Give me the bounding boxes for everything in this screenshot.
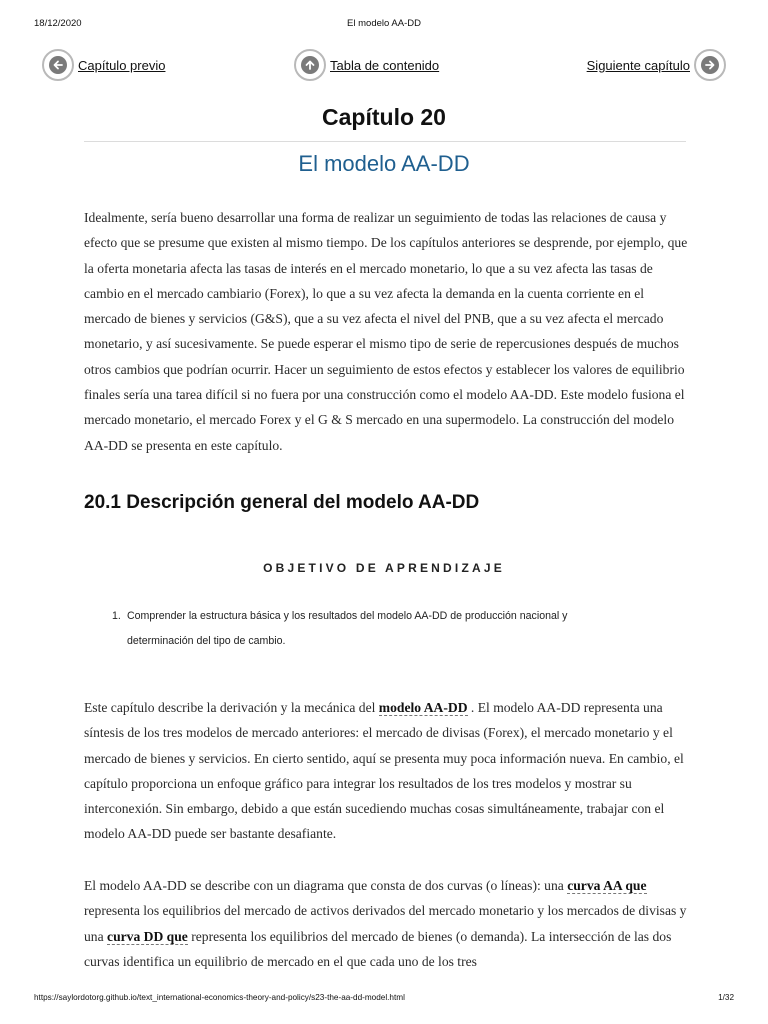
curves-text-part3: representa los equilibrios del mercado de bienes (o demanda). La intersección de las dos curvas identifica un equilibrio de mercado en el que cada uno de los tres xyxy=(84,928,672,969)
glossary-term-dd-curve[interactable]: curva DD que xyxy=(107,928,188,944)
table-of-contents-label[interactable]: Tabla de contenido xyxy=(330,57,440,73)
previous-chapter-link[interactable] xyxy=(42,48,165,82)
arrow-right-icon[interactable] xyxy=(694,49,726,81)
previous-chapter-label[interactable]: Capítulo previo xyxy=(78,57,166,73)
intro-paragraph: Idealmente, sería bueno desarrollar una forma de realizar un seguimiento de todas las relaciones de causa y efecto que se presume que existen al mismo tiempo. De los capítulos anteriores se desprende, por ejemplo, que la oferta monetaria afecta las tasas de interés en el mercado monetario, lo que a su vez afecta las tasas de cambio en el mercado cambiario (Forex), lo que a su vez afecta la demanda en la cuenta corriente en el mercado de bienes y servicios (G&S), que a su vez afecta el nivel del PNB, que a su vez afecta el mercado monetario, y así sucesivamente. Se puede esperar el mismo tipo de serie de repercusiones después de muchos otros cambios que podrían ocurrir. Hacer un seguimiento de estos efectos y establecer los valores de equilibrio finales sería una tarea difícil si no fuera por una construcción como el modelo AA-DD. Este modelo fusiona el mercado monetario, el mercado Forex y el G & S mercado en una supermodelo. La construcción del modelo AA-DD se presenta en este capítulo. xyxy=(84,210,688,453)
chapter-title: El modelo AA-DD xyxy=(298,151,470,176)
learning-objective-item xyxy=(112,604,632,654)
curves-paragraph xyxy=(84,873,688,974)
overview-text-after: . El modelo AA-DD representa una síntesis de los tres modelos de mercado anteriores: el mercado de divisas (Forex), el mercado monetario y el mercado de bienes y servicios. En cierto sentido, aquí se presenta muy poca información nueva. En cambio, el capítulo proporciona un enfoque gráfico para integrar los resultados de los tres modelos y mostrar su interconexión. Sin embargo, debido a que están sucediendo muchas cosas simultáneamente, trabajar con el modelo AA-DD puede ser bastante desafiante. xyxy=(84,700,684,842)
curves-text-part2: representa los equilibrios del mercado de activos derivados del mercado monetario y los mercados de divisas y una xyxy=(84,903,687,944)
print-title: El modelo AA-DD xyxy=(347,18,421,29)
next-chapter-label[interactable]: Siguiente capítulo xyxy=(586,57,690,73)
learning-objectives-list xyxy=(112,604,632,654)
print-header xyxy=(34,18,734,32)
table-of-contents-link[interactable] xyxy=(294,48,439,82)
arrow-left-icon[interactable] xyxy=(42,49,74,81)
chapter-number: Capítulo 20 xyxy=(322,104,446,130)
print-footer xyxy=(34,993,734,1007)
section-title: 20.1 Descripción general del modelo AA-DD xyxy=(84,492,480,513)
next-chapter-link[interactable] xyxy=(587,48,726,82)
chapter-navigation xyxy=(42,48,726,82)
overview-text-before: Este capítulo describe la derivación y la mecánica del xyxy=(84,700,379,715)
learning-objective-heading: OBJETIVO DE APRENDIZAJE xyxy=(263,561,505,575)
curves-text-part1: El modelo AA-DD se describe con un diagrama que consta de dos curvas (o líneas): una xyxy=(84,878,568,893)
objective-number: 1. xyxy=(112,610,121,622)
overview-paragraph xyxy=(84,695,688,847)
glossary-term-aa-dd-model[interactable]: modelo AA-DD xyxy=(378,700,468,715)
print-date: 18/12/2020 xyxy=(34,18,82,29)
objective-text: Comprender la estructura básica y los resultados del modelo AA-DD de producción nacional y determinación del tipo de cambio. xyxy=(127,610,568,647)
page-counter: 1/32 xyxy=(718,993,734,1002)
arrow-up-icon[interactable] xyxy=(294,49,326,81)
glossary-term-aa-curve[interactable]: curva AA que xyxy=(567,878,647,893)
divider xyxy=(84,141,686,142)
page-url: https://saylordotorg.github.io/text_international-economics-theory-and-policy/s23-the-aa-dd-model.html xyxy=(34,993,405,1002)
